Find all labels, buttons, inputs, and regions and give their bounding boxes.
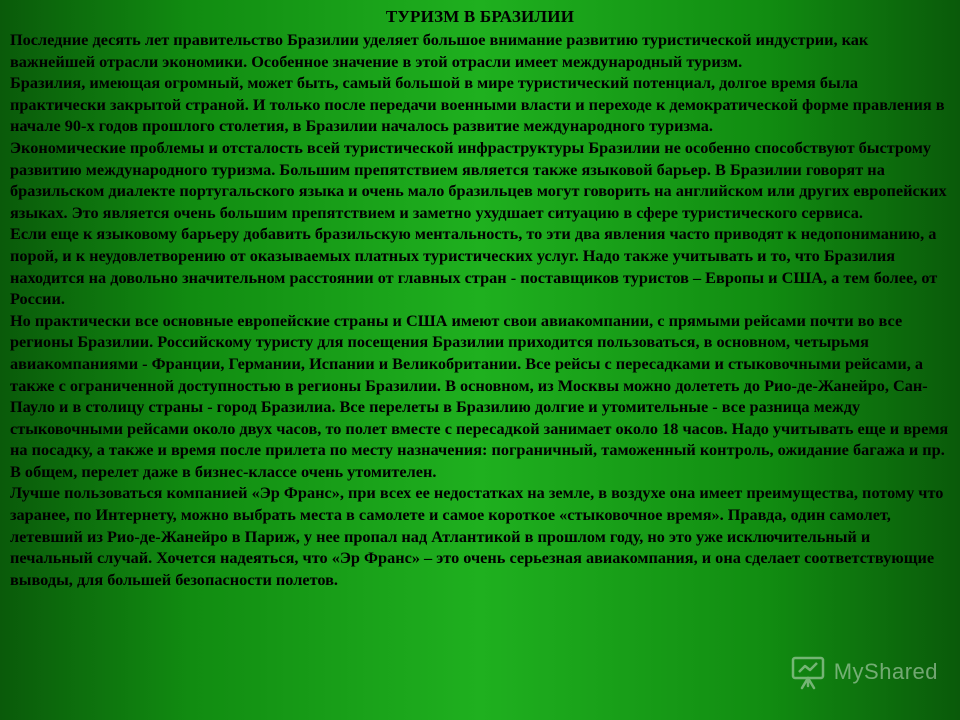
slide-body [10, 29, 950, 590]
watermark-text: MyShared [833, 659, 938, 684]
paragraph-air-france: Лучше пользоваться компанией «Эр Франс», при всех ее недостатках на земле, в воздухе она имеет преимущества, потому что заранее, по Интернету, можно выбрать места в самолете и самое короткое «стыковочное время». Правда, один самолет, летевший из Рио-де-Жанейро в Париж, у нее пропал над Атлантикой в прошлом году, но это уже исключительный и печальный случай. Хочется надеяться, что «Эр Франс» – это очень серьезная авиакомпания, и она сделает соответствующие выводы, для большей безопасности полетов. [10, 483, 944, 589]
slide-title: ТУРИЗМ В БРАЗИЛИИ [385, 7, 575, 26]
paragraph-intro: Последние десять лет правительство Бразилии уделяет большое внимание развитию туристической индустрии, как важнейшей отрасли экономики. Особенное значение в этой отрасли имеет международный туризм. [10, 30, 869, 71]
paragraph-flights: Но практически все основные европейские страны и США имеют свои авиакомпании, с прямыми рейсами почти во все регионы Бразилии. Российскому туристу для посещения Бразилии приходится пользоваться, в основном, четырьмя авиакомпаниями - Франции, Германии, Испании и Великобритании. Все рейсы с пересадками и стыковочными рейсами, а также с ограниченной доступностью в регионы Бразилии. В основном, из Москвы можно долететь до Рио-де-Жанейро, Сан-Пауло и в столицу страны - город Бразилиа. Все перелеты в Бразилию долгие и утомительные - все разница между стыковочными рейсами около двух часов, то полет вместе с пересадкой занимает около 18 часов. Надо учитывать еще и время на посадку, а также и время после прилета по месту назначения: пограничный, таможенный контроль, ожидание багажа и пр. В общем, перелет даже в бизнес-классе очень утомителен. [10, 310, 949, 481]
paragraph-problems: Экономические проблемы и отсталость всей туристической инфраструктуры Бразилии не особенно способствуют быстрому развитию международного туризма. Большим препятствием является также языковой барьер. В Бразилии говорят на бразильском диалекте португальского языка и очень мало бразильцев могут говорить на английском или других европейских языках. Это является очень большим препятствием и заметно ухудшает ситуацию в сфере туристического сервиса. [10, 137, 947, 222]
paragraph-potential: Бразилия, имеющая огромный, может быть, самый большой в мире туристический потенциал, долгое время была практически закрытой страной. И только после передачи военными власти и переходе к демократической форме правления в начале 90-х годов прошлого столетия, в Бразилии началось развитие международного туризма. [10, 73, 945, 136]
presentation-board-icon [788, 652, 828, 692]
paragraph-mentality: Если еще к языковому барьеру добавить бразильскую ментальность, то эти два явления часто приводят к недопониманию, а порой, и к неудовлетворению от оказываемых платных туристических услуг. Надо также учитывать и то, что Бразилия находится на довольно значительном расстоянии от главных стран - поставщиков туристов – Европы и США, а тем более, от России. [10, 224, 938, 309]
watermark [788, 652, 938, 692]
